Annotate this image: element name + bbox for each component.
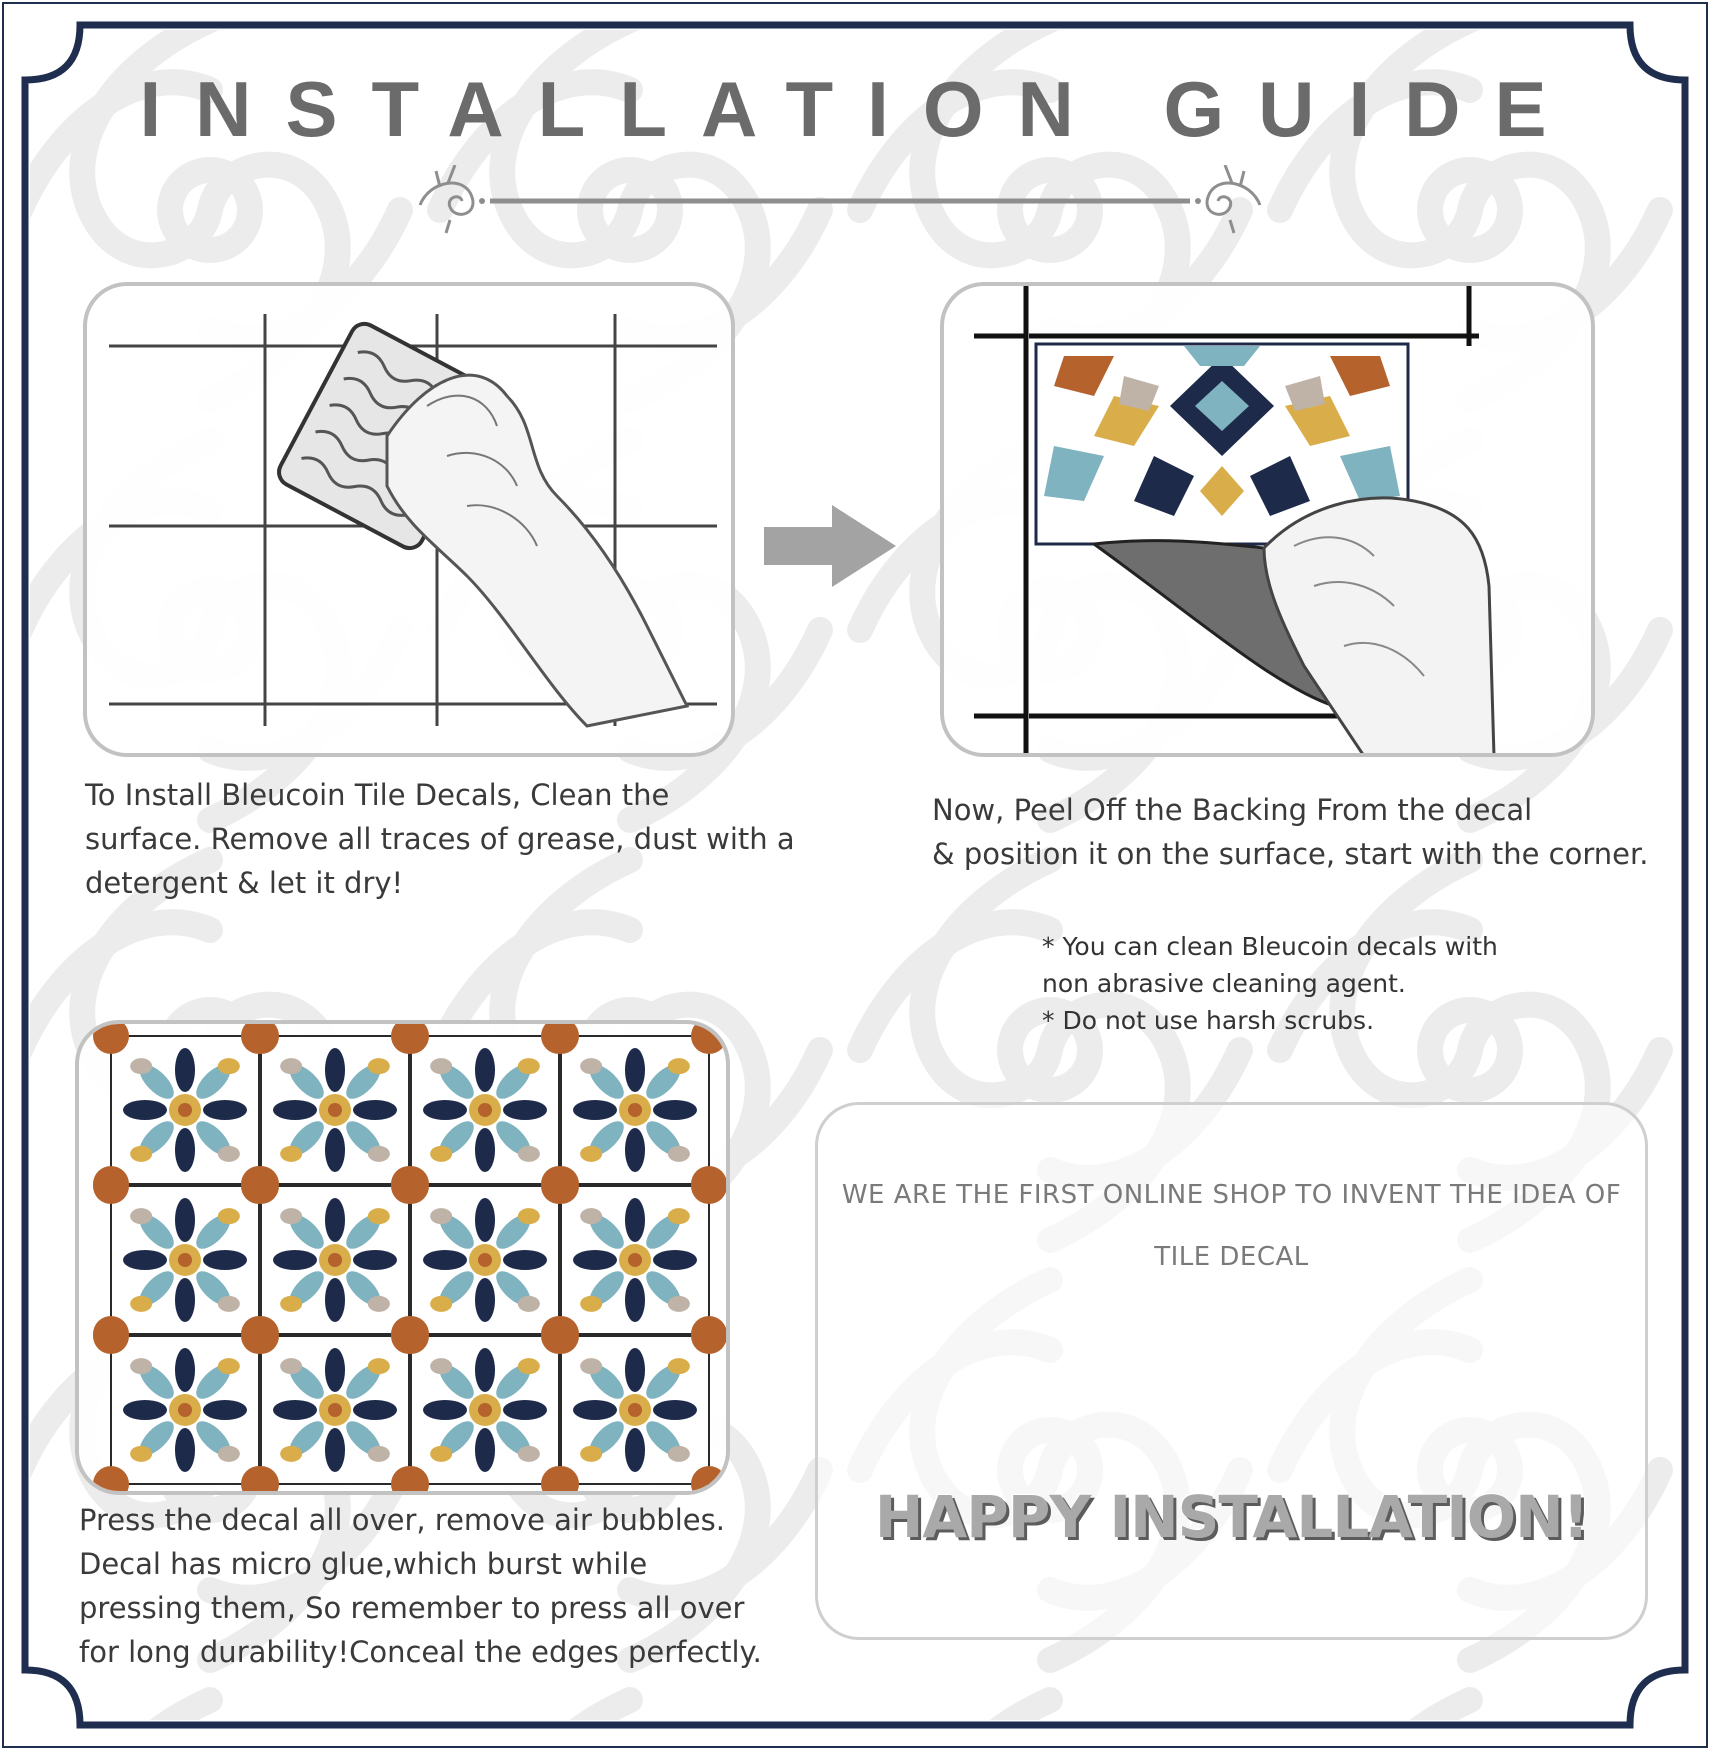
tile-decal-grid (79, 1024, 730, 1495)
step-1-line: detergent & let it dry! (85, 866, 404, 900)
promo-tagline-continued: TILE DECAL (1154, 1242, 1309, 1272)
tile-decal (543, 1318, 727, 1495)
care-note-line: non abrasive cleaning agent. (1042, 969, 1406, 998)
page-title: INSTALLATION GUIDE (139, 65, 1581, 153)
step-2-illustration (940, 282, 1595, 757)
promo-box (815, 1102, 1648, 1640)
ornamental-divider (410, 165, 1270, 235)
step-1-instructions (85, 773, 795, 905)
step-1-line: To Install Bleucoin Tile Decals, Clean the (85, 778, 670, 812)
step-3-line: Press the decal all over, remove air bubbles. (79, 1503, 725, 1537)
care-note (1042, 928, 1498, 1039)
step-1-line: surface. Remove all traces of grease, dust with a (85, 822, 795, 856)
step-2-instructions (932, 788, 1648, 876)
step-3-instructions (79, 1498, 762, 1674)
care-note-line: * Do not use harsh scrubs. (1042, 1006, 1375, 1035)
promo-tagline: WE ARE THE FIRST ONLINE SHOP TO INVENT THE IDEA OF (841, 1180, 1622, 1210)
step-1-illustration (83, 282, 735, 757)
care-note-line: * You can clean Bleucoin decals with (1042, 932, 1498, 961)
peeling-decal-sketch-icon (944, 286, 1595, 757)
step-2-line: Now, Peel Off the Backing From the decal (932, 793, 1533, 827)
happy-installation-heading: HAPPY INSTALLATION! (874, 1483, 1589, 1551)
step-3-line: pressing them, So remember to press all over (79, 1591, 745, 1625)
step-3-line: for long durability!Conceal the edges perfectly. (79, 1635, 762, 1669)
step-3-line: Decal has micro glue,which burst while (79, 1547, 648, 1581)
next-step-arrow-icon (762, 505, 898, 587)
step-3-illustration (75, 1020, 730, 1495)
step-2-line: & position it on the surface, start with the corner. (932, 837, 1649, 871)
cleaning-glove-sketch-icon (87, 286, 735, 757)
